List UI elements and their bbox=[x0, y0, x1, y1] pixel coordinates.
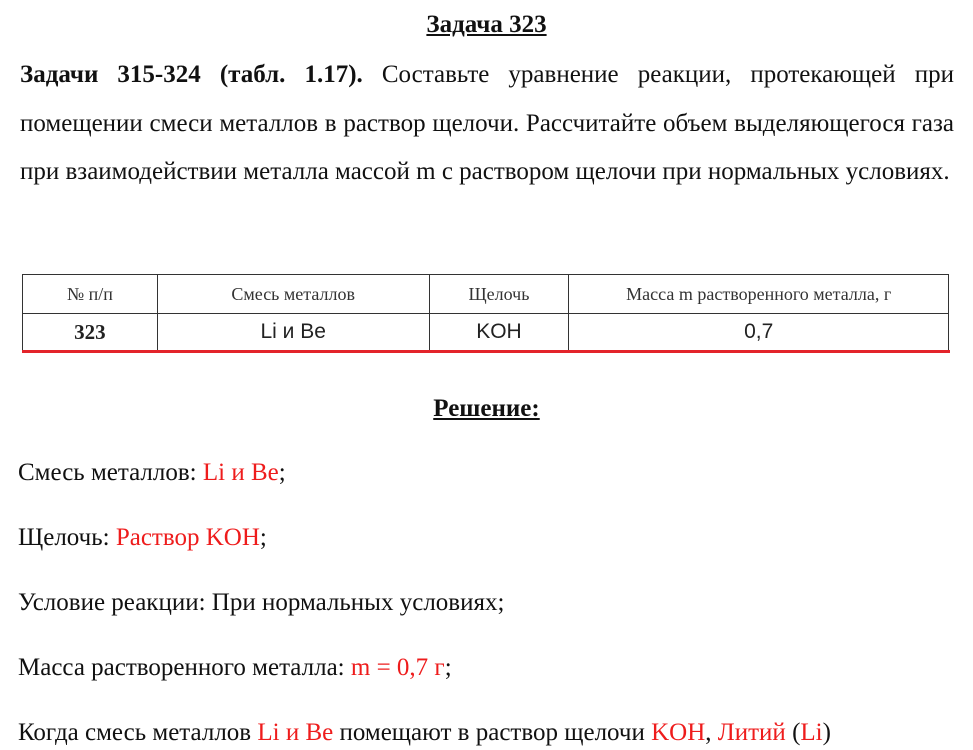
line-value: Li и Be bbox=[202, 459, 279, 486]
cell-number: 323 bbox=[23, 314, 158, 351]
line-mass bbox=[18, 651, 452, 685]
line-metal-mixture bbox=[18, 456, 286, 490]
cell-metal-mixture: Li и Be bbox=[157, 314, 429, 351]
line-condition bbox=[18, 586, 504, 620]
text-fragment: Когда смесь металлов bbox=[18, 719, 258, 746]
line-end: ; bbox=[259, 524, 267, 551]
problem-reference: Задачи 315-324 (табл. 1.17). bbox=[20, 61, 363, 88]
line-end: ; bbox=[444, 654, 452, 681]
header-metal-mixture: Смесь металлов bbox=[157, 275, 429, 314]
text-fragment: ( bbox=[785, 719, 801, 746]
line-explanation bbox=[18, 716, 831, 750]
line-label: Смесь металлов: bbox=[18, 459, 203, 486]
line-end: ; bbox=[278, 459, 286, 486]
header-alkali: Щелочь bbox=[429, 275, 569, 314]
table-underline bbox=[22, 350, 950, 353]
header-mass: Масса m растворенного металла, г bbox=[569, 275, 949, 314]
problem-text: Составьте уравнение реакции, протекающей при помещении смеси металлов в раствор щелочи. Рассчитайте объем выделяющегося газа при взаимодействии металла массой m с раствором щелочи при нормальных условиях. bbox=[20, 61, 954, 185]
table-row bbox=[23, 314, 949, 351]
solution-title: Решение: bbox=[433, 395, 540, 422]
highlight-li-symbol: Li bbox=[800, 719, 823, 746]
text-fragment: , bbox=[705, 719, 718, 746]
text-fragment: помещают в раствор щелочи bbox=[333, 719, 652, 746]
header-number: № п/п bbox=[23, 275, 158, 314]
problem-statement bbox=[20, 51, 954, 197]
line-value: m = 0,7 г bbox=[350, 654, 445, 681]
highlight-lithium: Литий bbox=[717, 719, 786, 746]
cell-mass: 0,7 bbox=[569, 314, 949, 351]
text-fragment: ) bbox=[822, 719, 831, 746]
cell-alkali: KOH bbox=[429, 314, 569, 351]
line-value: Раствор KOH bbox=[115, 524, 260, 551]
highlight-metals: Li и Be bbox=[257, 719, 334, 746]
line-label: Масса растворенного металла: bbox=[18, 654, 351, 681]
line-label: Условие реакции: При нормальных условиях; bbox=[18, 589, 505, 616]
problem-title: Задача 323 bbox=[426, 11, 547, 38]
data-table bbox=[22, 274, 949, 351]
highlight-alkali: KOH bbox=[651, 719, 706, 746]
table-header-row bbox=[23, 275, 949, 314]
line-alkali bbox=[18, 521, 267, 555]
line-label: Щелочь: bbox=[18, 524, 116, 551]
